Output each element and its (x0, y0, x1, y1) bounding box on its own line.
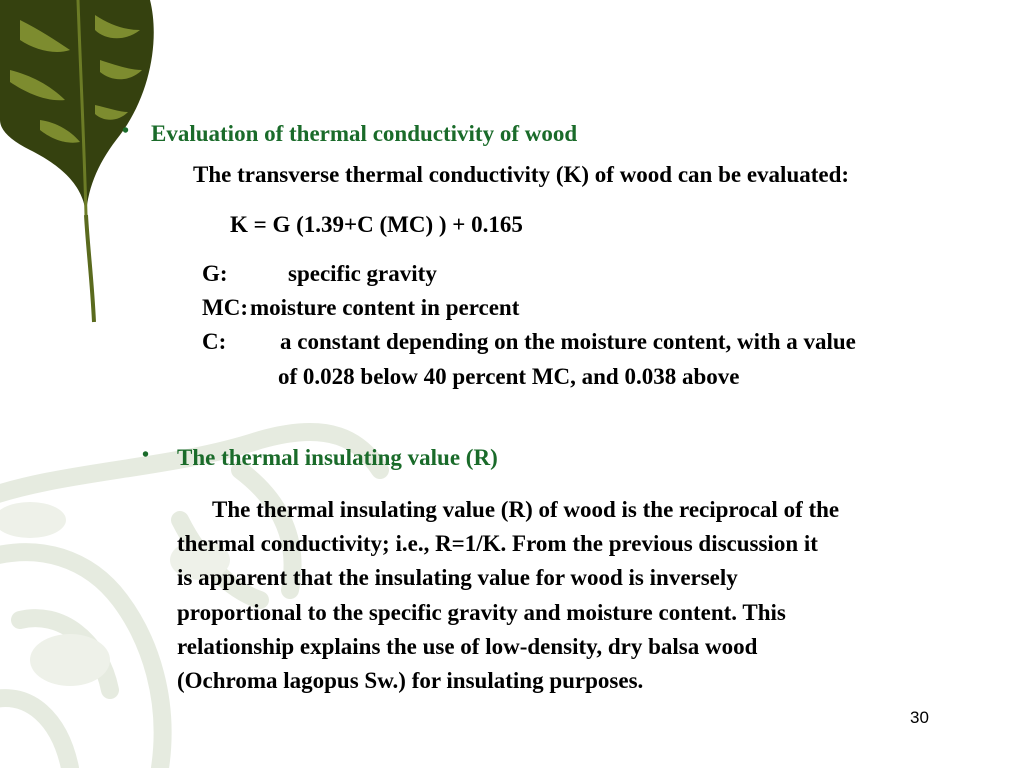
definition-desc-g: specific gravity (288, 261, 437, 286)
leaf-illustration-icon (0, 0, 154, 322)
page-number: 30 (910, 708, 929, 727)
intro-text: The transverse thermal conductivity (K) of wood can be evaluated: (193, 162, 850, 187)
section-heading-thermal-conductivity: Evaluation of thermal conductivity of wood (151, 121, 578, 146)
definition-desc-mc: moisture content in percent (250, 295, 520, 320)
bullet-marker: • (142, 444, 150, 466)
bullet-marker: • (122, 120, 130, 142)
paragraph-line: relationship explains the use of low-density, dry balsa wood (177, 633, 758, 659)
insulating-value-paragraph (177, 493, 997, 698)
formula: K = G (1.39+C (MC) ) + 0.165 (230, 212, 523, 237)
paragraph-line: (Ochroma lagopus Sw.) for insulating purposes. (177, 668, 644, 694)
definition-desc-c: a constant depending on the moisture content, with a value (280, 329, 856, 354)
paragraph-line: proportional to the specific gravity and moisture content. This (177, 599, 786, 625)
definition-term-g: G: (202, 261, 228, 286)
paragraph-line: is apparent that the insulating value for wood is inversely (177, 565, 738, 591)
section-heading-insulating-value: The thermal insulating value (R) (177, 445, 498, 470)
paragraph-line: thermal conductivity; i.e., R=1/K. From the previous discussion it (177, 531, 818, 557)
definition-term-mc: MC: (202, 295, 248, 320)
definition-term-c: C: (202, 329, 227, 354)
definition-desc-c-continued: of 0.028 below 40 percent MC, and 0.038 above (278, 364, 740, 389)
paragraph-line: The thermal insulating value (R) of wood is the reciprocal of the (212, 497, 840, 522)
